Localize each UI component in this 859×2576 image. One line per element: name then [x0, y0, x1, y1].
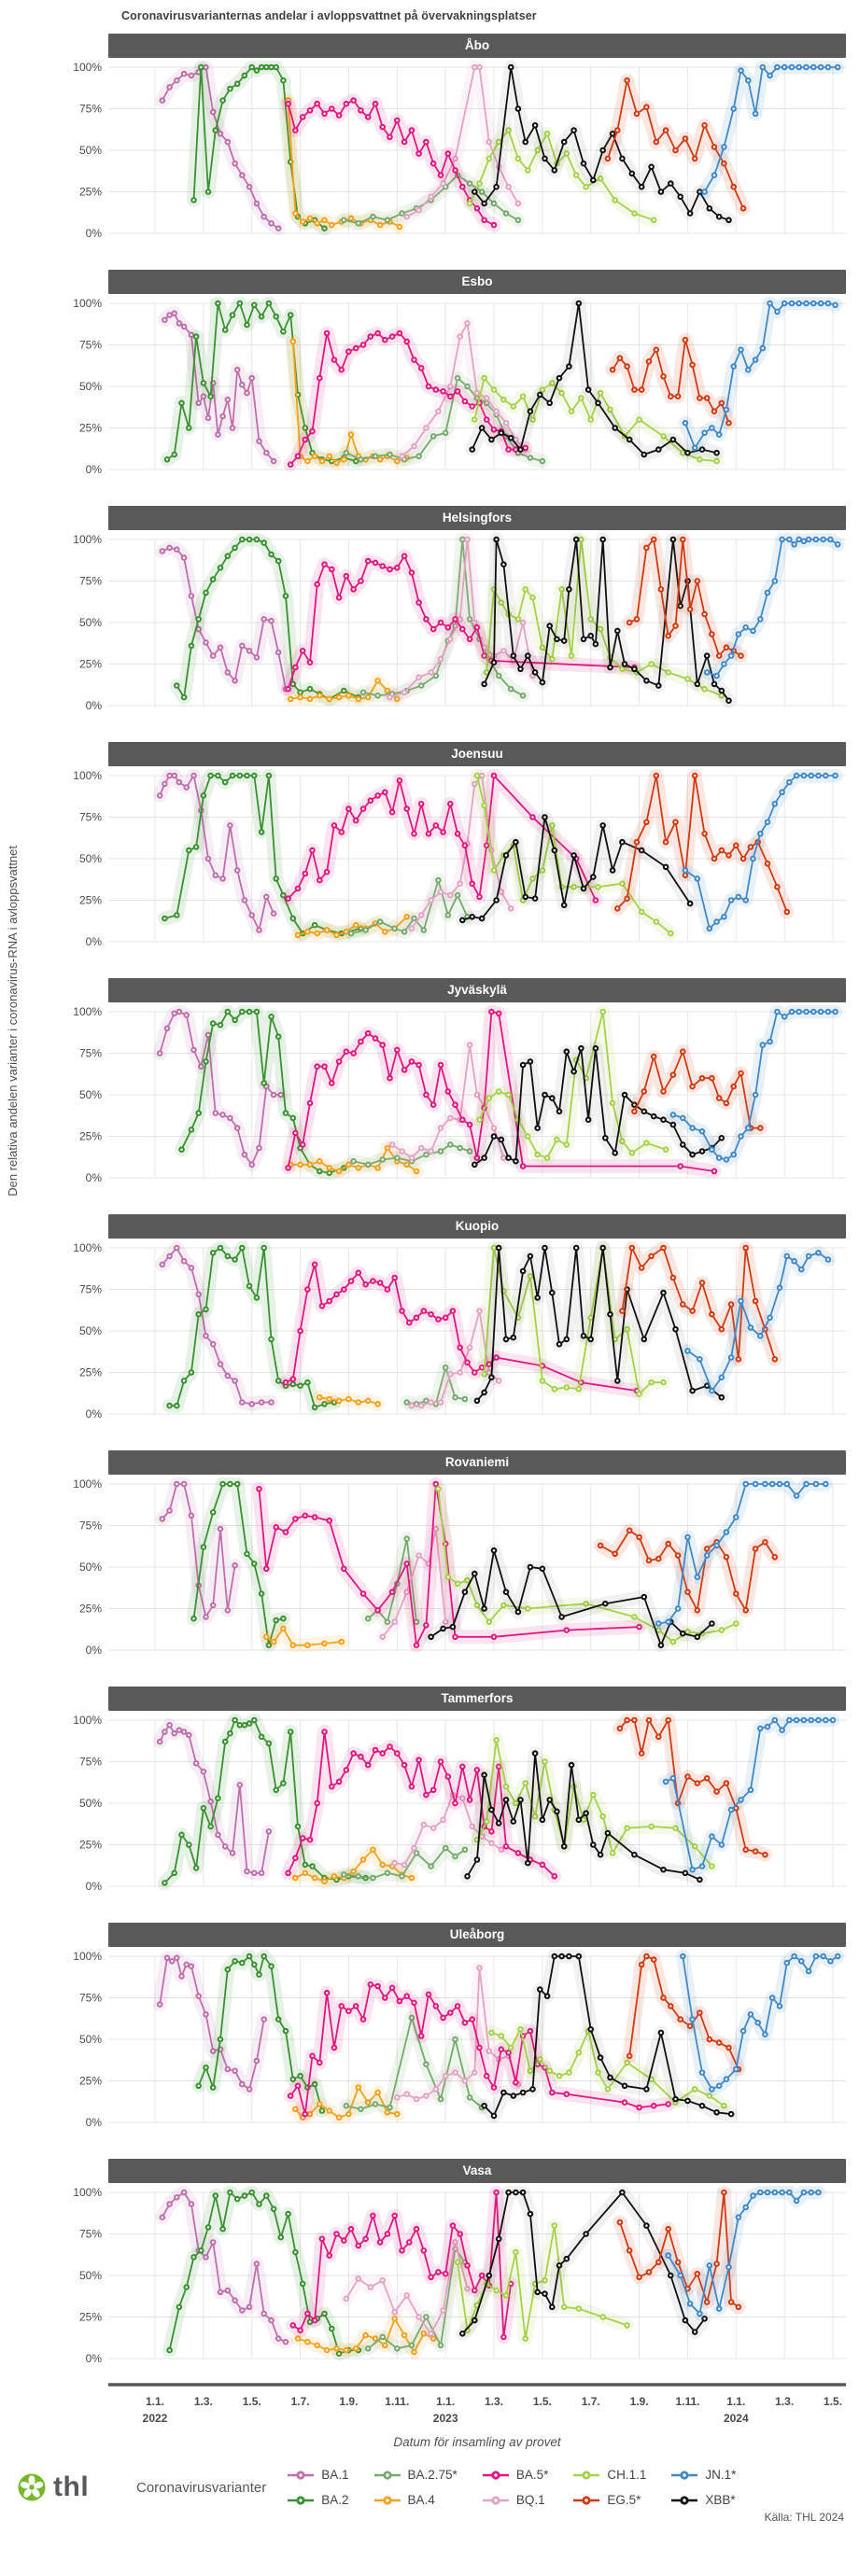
panel-plot [56, 61, 855, 249]
thl-logo-text: thl [53, 2471, 90, 2502]
panel-Åbo [56, 34, 859, 249]
legend-item-ba.5 [482, 2468, 549, 2482]
panel-title: Uleåborg [108, 1923, 846, 1947]
svg-text:0%: 0% [85, 1171, 102, 1184]
svg-text:1.7.: 1.7. [290, 2395, 310, 2408]
footer [17, 2468, 859, 2507]
panel-title: Tammerfors [108, 1687, 846, 1711]
panel-plot [56, 2186, 855, 2374]
svg-text:0%: 0% [85, 2116, 102, 2129]
legend-item-ba.1 [287, 2468, 348, 2482]
svg-text:50%: 50% [78, 1797, 102, 1810]
svg-text:25%: 25% [78, 657, 102, 671]
svg-text:25%: 25% [78, 1602, 102, 1616]
panel-Kuopio [56, 1214, 859, 1430]
svg-text:0%: 0% [85, 1880, 102, 1893]
svg-text:1.3.: 1.3. [193, 2395, 213, 2408]
panel-Uleåborg [56, 1923, 859, 2138]
svg-text:50%: 50% [78, 1324, 102, 1337]
svg-text:0%: 0% [85, 463, 102, 476]
svg-text:75%: 75% [78, 1519, 102, 1533]
svg-text:75%: 75% [78, 2227, 102, 2241]
legend-item-eg.5 [572, 2493, 646, 2507]
svg-text:1.9.: 1.9. [339, 2395, 359, 2408]
legend-item-ba.2 [287, 2493, 348, 2507]
legend-item-jn.1 [670, 2468, 736, 2482]
panel-Helsingfors [56, 506, 859, 721]
svg-text:100%: 100% [73, 2186, 102, 2199]
panel-title: Vasa [108, 2159, 846, 2183]
panel-title: Jyväskylä [108, 978, 846, 1002]
legend-items [287, 2468, 736, 2507]
legend-marker-icon [373, 2494, 401, 2507]
legend-item-bq.1 [482, 2493, 549, 2507]
legend-marker-icon [572, 2469, 600, 2482]
svg-text:50%: 50% [78, 2269, 102, 2282]
legend-title: Coronavirusvarianter [136, 2479, 267, 2496]
svg-text:1.9.: 1.9. [629, 2395, 649, 2408]
svg-text:50%: 50% [78, 380, 102, 393]
panel-title: Esbo [108, 270, 846, 294]
legend-label: XBB* [705, 2493, 736, 2507]
y-axis-title: Den relativa andelen varianter i coronavirus-RNA i avloppsvattnet [6, 846, 20, 1197]
legend-label: BQ.1 [515, 2493, 545, 2507]
page-title: Coronavirusvarianternas andelar i avloppsvattnet på övervakningsplatser [121, 9, 537, 22]
svg-text:100%: 100% [73, 1950, 102, 1963]
panel-plot [56, 1241, 855, 1430]
panel-Jyväskylä [56, 978, 859, 1194]
svg-text:75%: 75% [78, 810, 102, 824]
legend-label: BA.2 [321, 2493, 349, 2507]
panel-plot [56, 1714, 855, 1902]
svg-text:50%: 50% [78, 852, 102, 865]
svg-text:50%: 50% [78, 616, 102, 629]
svg-text:25%: 25% [78, 421, 102, 435]
thl-logo [17, 2472, 136, 2502]
svg-text:1.3.: 1.3. [485, 2395, 504, 2408]
svg-text:1.5.: 1.5. [532, 2395, 552, 2408]
legend-label: CH.1.1 [607, 2468, 647, 2482]
legend-item-xbb [670, 2493, 736, 2507]
legend-label: BA.1 [321, 2468, 349, 2482]
svg-text:100%: 100% [73, 297, 102, 310]
svg-text:2022: 2022 [142, 2412, 168, 2425]
svg-text:1.3.: 1.3. [775, 2395, 795, 2408]
svg-text:75%: 75% [78, 102, 102, 116]
panel-Tammerfors [56, 1687, 859, 1902]
legend-marker-icon [373, 2469, 401, 2482]
svg-text:25%: 25% [78, 185, 102, 199]
legend-label: BA.4 [407, 2493, 435, 2507]
legend-item-ba.4 [373, 2493, 458, 2507]
legend-label: BA.2.75* [407, 2468, 458, 2482]
legend [136, 2468, 736, 2507]
panel-title: Rovaniemi [108, 1450, 846, 1475]
svg-text:1.1.: 1.1. [726, 2395, 746, 2408]
panel-Joensuu [56, 742, 859, 958]
panel-Vasa [56, 2159, 859, 2374]
x-axis-svg [56, 2382, 855, 2430]
svg-text:0%: 0% [85, 2352, 102, 2365]
svg-text:50%: 50% [78, 144, 102, 157]
panel-plot [56, 1005, 855, 1194]
legend-item-ba.2.75 [373, 2468, 458, 2482]
legend-label: JN.1* [705, 2468, 737, 2482]
legend-marker-icon [287, 2469, 315, 2482]
svg-text:25%: 25% [78, 1365, 102, 1379]
svg-text:25%: 25% [78, 1838, 102, 1852]
svg-text:1.7.: 1.7. [581, 2395, 600, 2408]
legend-label: BA.5* [515, 2468, 549, 2482]
panel-plot [56, 1477, 855, 1666]
svg-text:100%: 100% [73, 533, 102, 546]
svg-text:1.5.: 1.5. [242, 2395, 261, 2408]
legend-marker-icon [482, 2494, 510, 2507]
source-text: Källa: THL 2024 [764, 2511, 844, 2524]
svg-text:50%: 50% [78, 2033, 102, 2046]
svg-text:0%: 0% [85, 227, 102, 240]
legend-item-ch.1.1 [572, 2468, 646, 2482]
legend-marker-icon [572, 2494, 600, 2507]
svg-text:100%: 100% [73, 1714, 102, 1727]
panel-Rovaniemi [56, 1450, 859, 1666]
legend-marker-icon [670, 2469, 698, 2482]
svg-text:100%: 100% [73, 769, 102, 782]
panel-title: Joensuu [108, 742, 846, 766]
svg-text:2023: 2023 [432, 2412, 458, 2425]
page [0, 9, 859, 2524]
panels-container [56, 34, 859, 2374]
panel-plot [56, 769, 855, 958]
svg-text:100%: 100% [73, 1241, 102, 1254]
svg-text:75%: 75% [78, 574, 102, 588]
panel-title: Helsingfors [108, 506, 846, 530]
svg-text:25%: 25% [78, 2310, 102, 2324]
svg-text:100%: 100% [73, 1005, 102, 1018]
legend-label: EG.5* [607, 2493, 641, 2507]
chart-area [0, 34, 859, 2449]
svg-text:0%: 0% [85, 935, 102, 948]
panel-Esbo [56, 270, 859, 485]
legend-marker-icon [670, 2494, 698, 2507]
svg-text:1.11.: 1.11. [385, 2395, 410, 2408]
x-axis [56, 2382, 859, 2435]
svg-text:75%: 75% [78, 1991, 102, 2005]
panel-title: Åbo [108, 34, 846, 58]
svg-text:50%: 50% [78, 1561, 102, 1574]
svg-text:1.11.: 1.11. [675, 2395, 700, 2408]
svg-text:75%: 75% [78, 1046, 102, 1060]
svg-text:75%: 75% [78, 1282, 102, 1296]
legend-marker-icon [482, 2469, 510, 2482]
panel-title: Kuopio [108, 1214, 846, 1239]
x-axis-title: Datum för insamling av provet [393, 2435, 561, 2449]
legend-marker-icon [287, 2494, 315, 2507]
svg-text:25%: 25% [78, 2074, 102, 2088]
svg-text:1.1.: 1.1. [436, 2395, 456, 2408]
svg-text:0%: 0% [85, 699, 102, 712]
svg-text:100%: 100% [73, 1477, 102, 1491]
svg-text:75%: 75% [78, 338, 102, 352]
svg-text:1.1.: 1.1. [145, 2395, 165, 2408]
svg-text:2024: 2024 [723, 2412, 749, 2425]
svg-text:0%: 0% [85, 1644, 102, 1657]
svg-text:1.5.: 1.5. [824, 2395, 843, 2408]
panel-plot [56, 533, 855, 721]
panel-plot [56, 1950, 855, 2138]
svg-text:50%: 50% [78, 1088, 102, 1101]
svg-text:0%: 0% [85, 1407, 102, 1421]
svg-text:75%: 75% [78, 1755, 102, 1769]
thl-logo-icon [17, 2472, 47, 2502]
svg-text:100%: 100% [73, 61, 102, 74]
panel-plot [56, 297, 855, 485]
svg-text:25%: 25% [78, 1129, 102, 1143]
svg-text:25%: 25% [78, 893, 102, 907]
